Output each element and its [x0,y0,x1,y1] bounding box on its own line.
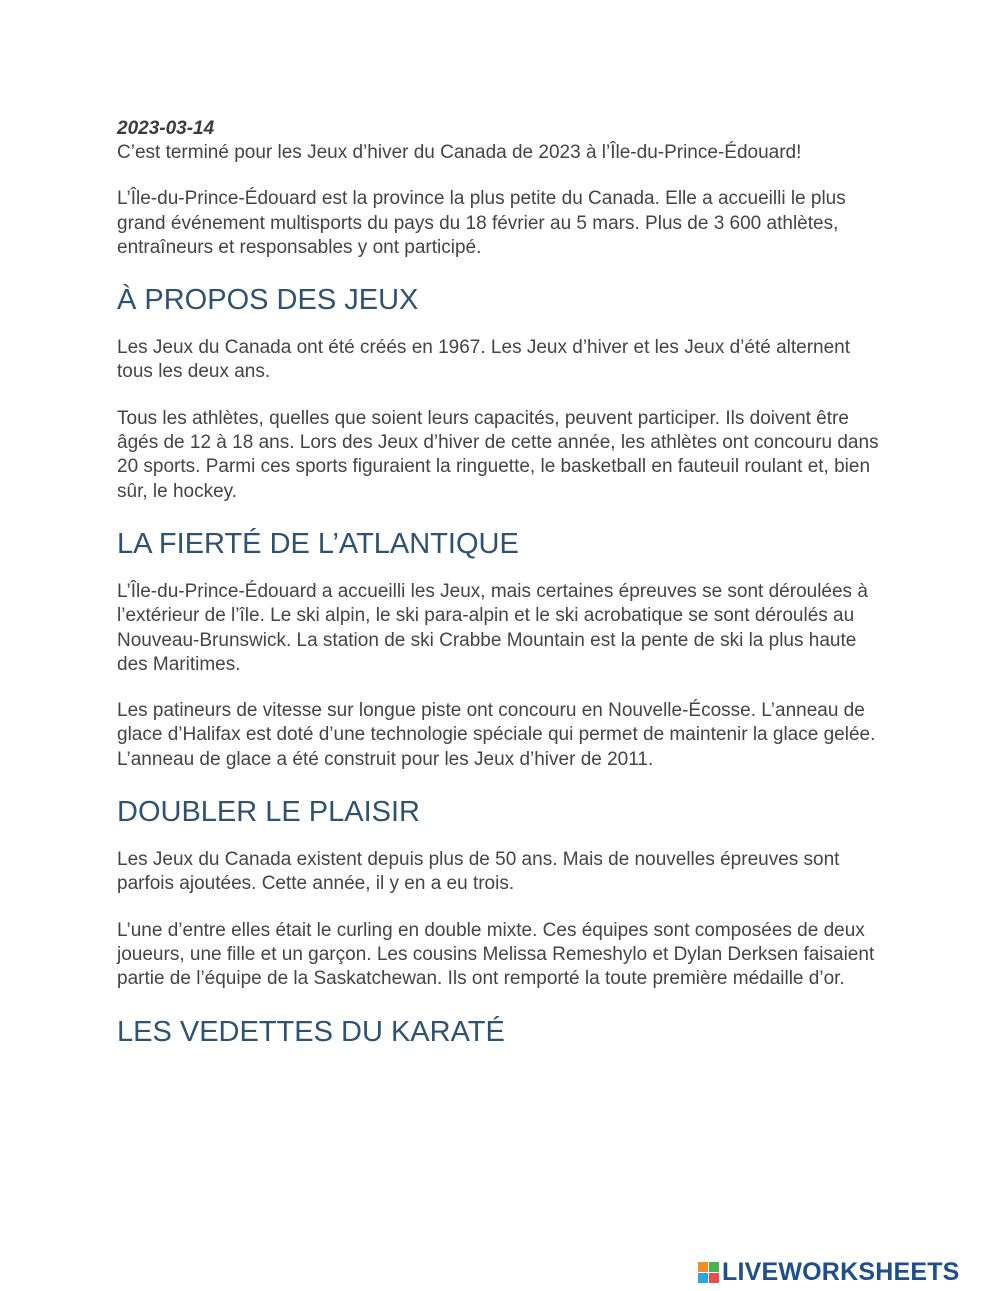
about-paragraph-2: Tous les athlètes, quelles que soient leurs capacités, peuvent participer. Ils doivent être âgés de 12 à 18 ans. Lors des Jeux d’hiver de cette année, les athlètes ont concouru dans 20 sports. Parmi ces sports figuraient la ringuette, le basketball en fauteuil roulant et, bien sûr, le hockey. [117,407,879,502]
section-heading-double: DOUBLER LE PLAISIR [117,796,420,829]
atlantic-paragraph-1: L’Île-du-Prince-Édouard a accueilli les Jeux, mais certaines épreuves se sont déroulées à l’extérieur de l’île. Le ski alpin, le ski para-alpin et le ski acrobatique se sont déroulés au Nouveau-Brunswick. La station de ski Crabbe Mountain est la pente de ski la plus haute des Maritimes. [117,580,868,675]
logo-text: LIVEWORKSHEETS [722,1257,960,1286]
about-paragraph-1: Les Jeux du Canada ont été créés en 1967. Les Jeux d’hiver et les Jeux d’été alternent tous les deux ans. [117,337,851,383]
logo-block-1 [698,1262,708,1272]
logo-blocks-icon [698,1262,719,1283]
section-heading-about: À PROPOS DES JEUX [117,284,419,317]
intro-paragraph-2: L’Île-du-Prince-Édouard est la province la plus petite du Canada. Elle a accueilli le plus grand événement multisports du pays du 18 février au 5 mars. Plus de 3 600 athlètes, entraîneurs et responsables y ont participé. [117,188,846,258]
double-paragraph-1: Les Jeux du Canada existent depuis plus de 50 ans. Mais de nouvelles épreuves sont parfois ajoutées. Cette année, il y en a eu trois. [117,849,840,895]
logo-block-2 [709,1262,719,1272]
double-paragraph-2: L’une d’entre elles était le curling en double mixte. Ces équipes sont composées de deux joueurs, une fille et un garçon. Les cousins Melissa Remeshylo et Dylan Derksen faisaient partie de l’équipe de la Saskatchewan. Ils ont remporté la toute première médaille d’or. [117,919,875,990]
article-date: 2023-03-14 [117,118,215,139]
worksheet-page [117,117,887,1068]
logo-block-3 [698,1273,708,1283]
intro-paragraph-1: C’est terminé pour les Jeux d’hiver du Canada de 2023 à l’Île-du-Prince-Édouard! [117,142,802,163]
atlantic-paragraph-2: Les patineurs de vitesse sur longue piste ont concouru en Nouvelle-Écosse. L’anneau de glace d’Halifax est doté d’une technologie spéciale qui permet de maintenir la glace gelée. L’anneau de glace a été construit pour les Jeux d’hiver de 2011. [117,700,876,770]
logo-block-4 [709,1273,719,1283]
section-heading-atlantic: LA FIERTÉ DE L’ATLANTIQUE [117,527,519,560]
liveworksheets-logo [698,1257,960,1287]
section-heading-karate: LES VEDETTES DU KARATÉ [117,1015,505,1048]
